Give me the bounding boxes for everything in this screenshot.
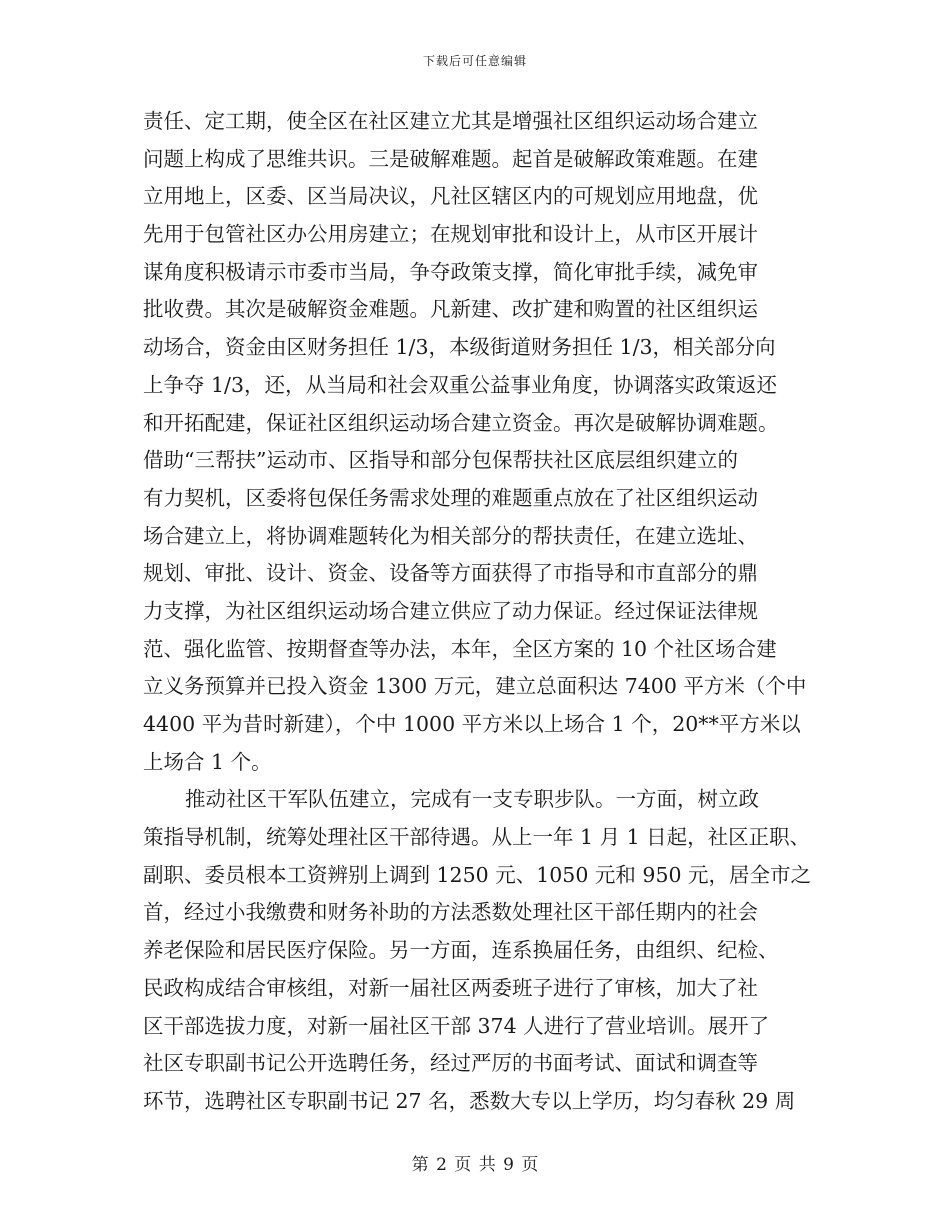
page-number: 第 2 页 共 9 页	[411, 1155, 539, 1175]
text-line: 副职、委员根本工资辨别上调到 1250 元、1050 元和 950 元，居全市之	[143, 862, 812, 887]
text-line: 立义务预算并已投入资金 1300 万元，建立总面积达 7400 平方米（个中	[143, 674, 807, 699]
text-line: 社区专职副书记公开选聘任务，经过严厉的书面考试、面试和调查等	[143, 1051, 758, 1076]
text-line: 范、强化监管、按期督查等办法，本年，全区方案的 10 个社区场合建	[143, 636, 777, 661]
text-line: 责任、定工期，使全区在社区建立尤其是增强社区组织运动场合建立	[143, 109, 758, 133]
text-line: 先用于包管社区办公用房建立；在规划审批和设计上，从市区开展计	[143, 222, 758, 247]
text-line: 谋角度积极请示市委市当局，争夺政策支撑，简化审批手续，减免审	[143, 259, 758, 284]
text-line: 和开拓配建，保证社区组织运动场合建立资金。再次是破解协调难题。	[143, 410, 779, 435]
text-line: 立用地上，区委、区当局决议，凡社区辖区内的可规划应用地盘，优	[143, 184, 758, 209]
paragraph-first-line: 推动社区干军队伍建立，完成有一支专职步队。一方面，树立政	[185, 787, 759, 812]
text-line: 养老保险和居民医疗保险。另一方面，连系换届任务，由组织、纪检、	[143, 938, 779, 963]
text-line: 问题上构成了思维共识。三是破解难题。起首是破解政策难题。在建	[143, 146, 758, 171]
text-line: 借助“三帮扶”运动市、区指导和部分包保帮扶社区底层组织建立的	[143, 448, 738, 473]
text-line: 民政构成结合审核组，对新一届社区两委班子进行了审核，加大了社	[143, 975, 758, 1000]
text-line: 动场合，资金由区财务担任 1/3，本级街道财务担任 1/3，相关部分向	[143, 335, 776, 360]
text-line: 上争夺 1/3，还，从当局和社会双重公益事业角度，协调落实政策返还	[143, 372, 778, 397]
text-line: 场合建立上，将协调难题转化为相关部分的帮扶责任，在建立选址、	[143, 523, 758, 548]
text-line: 4400 平为昔时新建），个中 1000 平方米以上场合 1 个，20**平方米以	[143, 712, 801, 736]
page-header-note: 下载后可任意编辑	[422, 54, 527, 68]
text-line: 环节，选聘社区专职副书记 27 名，悉数大专以上学历，均匀春秋 29 周	[143, 1088, 796, 1113]
text-line: 上场合 1 个。	[143, 749, 272, 774]
text-line: 有力契机，区委将包保任务需求处理的难题重点放在了社区组织运动	[143, 485, 758, 510]
text-line: 区干部选拔力度，对新一届社区干部 374 人进行了营业培训。展开了	[143, 1013, 770, 1038]
text-line: 力支撑，为社区组织运动场合建立供应了动力保证。经过保证法律规	[143, 598, 758, 623]
text-line: 首，经过小我缴费和财务补助的方法悉数处理社区干部任期内的社会	[143, 900, 758, 925]
text-line: 策指导机制，统筹处理社区干部待遇。从上一年 1 月 1 日起，社区正职、	[143, 825, 811, 850]
text-line: 批收费。其次是破解资金难题。凡新建、改扩建和购置的社区组织运	[143, 297, 758, 322]
document-body	[143, 103, 823, 1121]
text-line: 规划、审批、设计、资金、设备等方面获得了市指导和市直部分的鼎	[143, 561, 758, 586]
